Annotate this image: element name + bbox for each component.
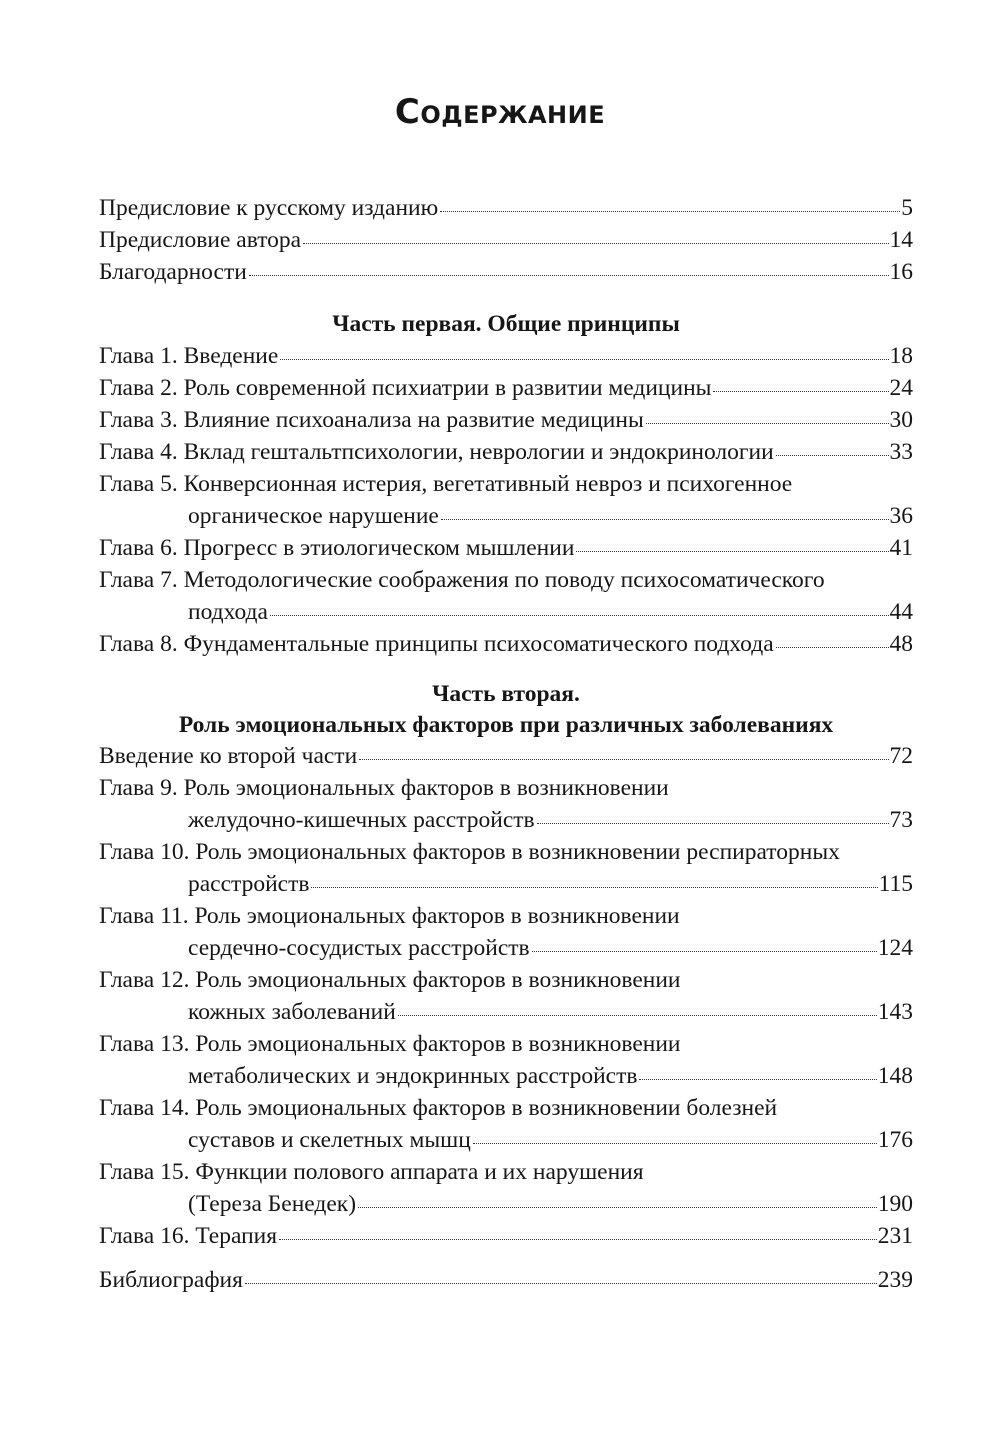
- page-number: 14: [889, 227, 913, 253]
- dot-leader: [270, 615, 889, 616]
- page-number: 231: [877, 1223, 913, 1249]
- toc-entry-chapter-2: [99, 372, 913, 404]
- entry-label: Глава 16. Терапия: [99, 1223, 278, 1249]
- dot-leader: [639, 1079, 876, 1080]
- chapter-10-title-line: Глава 10. Роль эмоциональных факторов в возникновении респираторных: [99, 839, 840, 865]
- entry-label: Глава 1. Введение: [99, 343, 279, 369]
- entry-label: Введение ко второй части: [99, 743, 358, 769]
- toc-entry-preface-author: [99, 224, 913, 256]
- toc-entry-bibliography: [99, 1264, 913, 1296]
- toc-entry-chapter-8: [99, 628, 913, 660]
- entry-label: Библиография: [99, 1267, 243, 1293]
- entry-label: метаболических и эндокринных расстройств: [188, 1063, 638, 1089]
- page-number: 18: [889, 343, 913, 369]
- toc-entry-chapter-16: [99, 1220, 913, 1252]
- dot-leader: [776, 647, 889, 648]
- entry-label: Глава 6. Прогресс в этиологическом мышлении: [99, 535, 575, 561]
- page-number: 33: [889, 439, 913, 465]
- dot-leader: [303, 243, 888, 244]
- page-number: 44: [889, 599, 913, 625]
- dot-leader: [532, 951, 877, 952]
- toc-entry-chapter-3: [99, 404, 913, 436]
- dot-leader: [576, 551, 888, 552]
- dot-leader: [537, 823, 889, 824]
- page-number: 36: [889, 503, 913, 529]
- entry-label: желудочно-кишечных расстройств: [188, 807, 535, 833]
- dot-leader: [311, 887, 877, 888]
- entry-label: органическое нарушение: [188, 503, 439, 529]
- page-number: 176: [877, 1127, 913, 1153]
- toc-entry-chapter-1: [99, 340, 913, 372]
- dot-leader: [359, 759, 888, 760]
- entry-label: Предисловие автора: [99, 227, 302, 253]
- dot-leader: [358, 1207, 877, 1208]
- dot-leader: [398, 1015, 877, 1016]
- page-number: 48: [889, 631, 913, 657]
- dot-leader: [280, 359, 888, 360]
- entry-label: кожных заболеваний: [188, 999, 396, 1025]
- chapter-12-title-line: Глава 12. Роль эмоциональных факторов в возникновении: [99, 967, 681, 993]
- page-number: 16: [889, 259, 913, 285]
- page-number: 72: [889, 743, 913, 769]
- dot-leader: [279, 1239, 877, 1240]
- toc-entry-chapter-10: [188, 868, 913, 900]
- entry-label: суставов и скелетных мышц: [188, 1127, 471, 1153]
- page-number: 239: [877, 1267, 913, 1293]
- dot-leader: [646, 423, 889, 424]
- entry-label: Глава 8. Фундаментальные принципы психосоматического подхода: [99, 631, 774, 657]
- chapter-9-title-line: Глава 9. Роль эмоциональных факторов в возникновении: [99, 775, 669, 801]
- toc-entry-acknowledgements: [99, 256, 913, 288]
- dot-leader: [245, 1283, 877, 1284]
- entry-label: Предисловие к русскому изданию: [99, 195, 439, 221]
- dot-leader: [776, 455, 889, 456]
- toc-entry-chapter-4: [99, 436, 913, 468]
- chapter-7-title-line: Глава 7. Методологические соображения по поводу психосоматического: [99, 567, 825, 593]
- entry-label: расстройств: [188, 871, 310, 897]
- page-number: 143: [877, 999, 913, 1025]
- part-one-heading: Часть первая. Общие принципы: [332, 311, 680, 337]
- part-two-heading: Часть вторая.: [432, 681, 580, 707]
- dot-leader: [441, 519, 889, 520]
- page-number: 5: [901, 195, 913, 221]
- page-number: 190: [877, 1191, 913, 1217]
- part-two-subheading: Роль эмоциональных факторов при различных заболеваниях: [178, 712, 834, 738]
- toc-entry-chapter-5: [188, 500, 913, 532]
- chapter-5-title-line: Глава 5. Конверсионная истерия, вегетативный невроз и психогенное: [99, 471, 793, 497]
- chapter-14-title-line: Глава 14. Роль эмоциональных факторов в возникновении болезней: [99, 1095, 778, 1121]
- toc-entry-chapter-9: [188, 804, 913, 836]
- page-number: 24: [889, 375, 913, 401]
- entry-label: Благодарности: [99, 259, 247, 285]
- page-number: 124: [877, 935, 913, 961]
- page-number: 41: [889, 535, 913, 561]
- entry-label: Глава 2. Роль современной психиатрии в развитии медицины: [99, 375, 712, 401]
- toc-entry-chapter-12: [188, 996, 913, 1028]
- page-number: 30: [889, 407, 913, 433]
- chapter-11-title-line: Глава 11. Роль эмоциональных факторов в возникновении: [99, 903, 680, 929]
- toc-entry-chapter-13: [188, 1060, 913, 1092]
- entry-label: подхода: [188, 599, 268, 625]
- toc-entry-chapter-6: [99, 532, 913, 564]
- dot-leader: [249, 275, 889, 276]
- entry-label: Глава 3. Влияние психоанализа на развитие медицины: [99, 407, 644, 433]
- dot-leader: [713, 391, 888, 392]
- dot-leader: [440, 211, 900, 212]
- toc-entry-chapter-7: [188, 596, 913, 628]
- toc-entry-preface-russian: [99, 192, 913, 224]
- page-number: 73: [889, 807, 913, 833]
- chapter-15-title-line: Глава 15. Функции полового аппарата и их нарушения: [99, 1159, 644, 1185]
- toc-entry-chapter-15: [188, 1188, 913, 1220]
- entry-label: сердечно-сосудистых расстройств: [188, 935, 530, 961]
- entry-label: Глава 4. Вклад гештальтпсихологии, неврологии и эндокринологии: [99, 439, 774, 465]
- chapter-13-title-line: Глава 13. Роль эмоциональных факторов в возникновении: [99, 1031, 681, 1057]
- entry-label: (Тереза Бенедек): [188, 1191, 357, 1217]
- page-number: 148: [877, 1063, 913, 1089]
- dot-leader: [473, 1143, 877, 1144]
- toc-entry-part-two-intro: [99, 740, 913, 772]
- toc-entry-chapter-14: [188, 1124, 913, 1156]
- toc-entry-chapter-11: [188, 932, 913, 964]
- page-title: Содержание: [394, 92, 606, 132]
- page-number: 115: [878, 871, 913, 897]
